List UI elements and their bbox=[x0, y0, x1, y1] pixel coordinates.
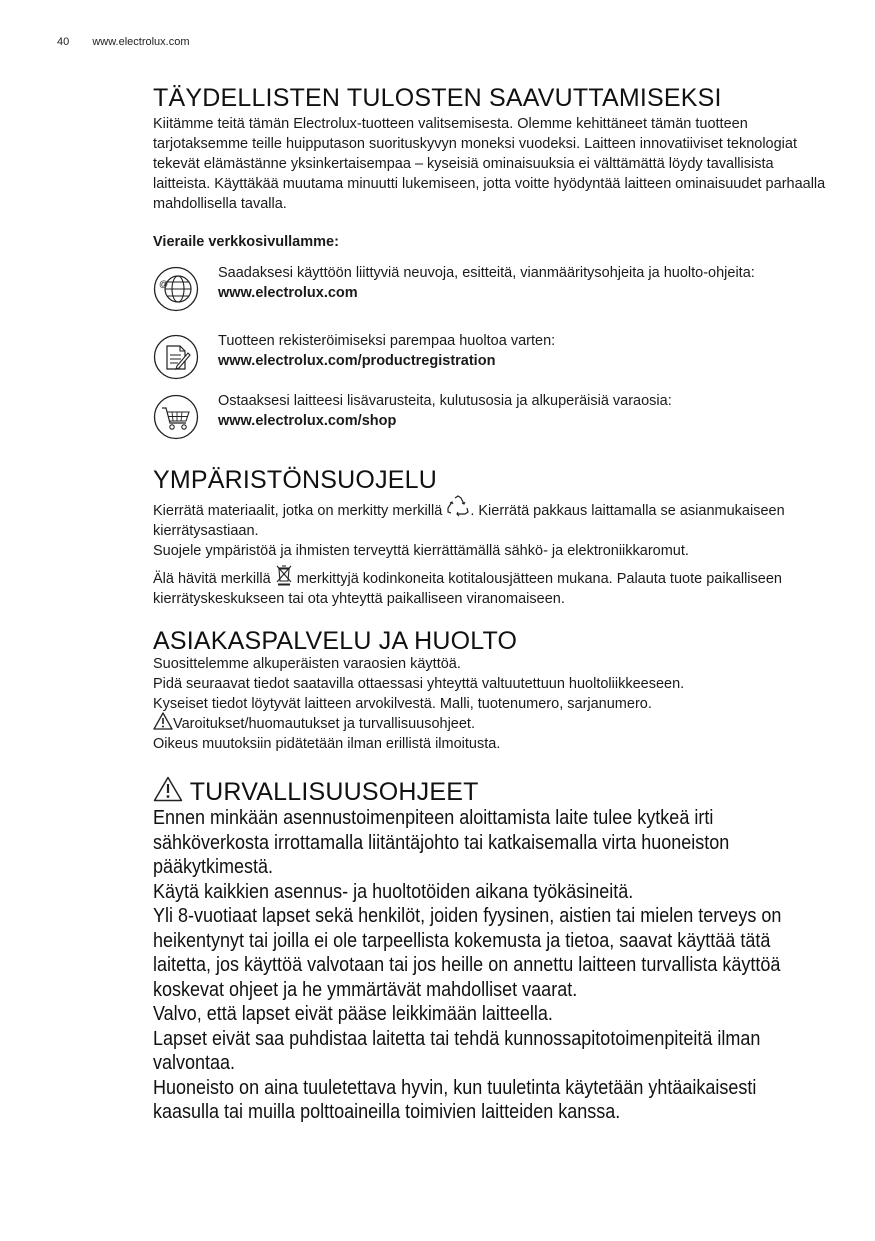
registration-icon bbox=[153, 334, 199, 380]
globe-icon bbox=[153, 266, 199, 312]
page-number: 40 bbox=[57, 36, 70, 48]
crossed-bin-icon bbox=[275, 564, 293, 586]
environment-paragraph-1 bbox=[153, 501, 833, 541]
support-link[interactable]: www.electrolux.com bbox=[218, 285, 358, 301]
environment-p1-start: Kierrätä materiaalit, jotka on merkitty merkillä bbox=[153, 503, 443, 519]
page-header bbox=[57, 36, 190, 48]
page-content bbox=[153, 84, 833, 1125]
registration-text: Tuotteen rekisteröimiseksi parempaa huoltoa varten: bbox=[218, 333, 556, 349]
registration-link[interactable]: www.electrolux.com/productregistration bbox=[218, 353, 496, 369]
service-line-4-text: Varoitukset/huomautukset ja turvallisuusohjeet. bbox=[173, 716, 475, 732]
environment-paragraph-3 bbox=[153, 569, 833, 609]
contact-row-shop bbox=[153, 391, 833, 451]
safety-paragraph: Valvo, että lapset eivät pääse leikkimään laitteella. bbox=[153, 1003, 553, 1025]
shopping-cart-icon bbox=[153, 394, 199, 440]
visit-label: Vieraile verkkosivullamme: bbox=[153, 234, 339, 250]
environment-paragraph-2: Suojele ympäristöä ja ihmisten terveyttä kierrättämällä sähkö- ja elektroniikkaromut. bbox=[153, 543, 689, 559]
service-line-4 bbox=[153, 714, 833, 734]
service-title: ASIAKASPALVELU JA HUOLTO bbox=[153, 627, 518, 655]
safety-paragraph: Huoneisto on aina tuuletettava hyvin, kun tuuletinta käytetään yhtäaikaisesti kaasulla tai muilla polttoaineilla toimivien laitteiden kanssa. bbox=[153, 1076, 757, 1123]
warning-icon bbox=[153, 776, 183, 802]
warning-icon bbox=[153, 712, 173, 730]
intro-paragraph: Kiitämme teitä tämän Electrolux-tuotteen valitsemisesta. Olemme kehittäneet tämän tuotteen tarjotaksemme teille huipputason suorituskyvyn moneksi vuodeksi. Laitteen innovatiiviset teknologiat tekevät elämästänne yksinkertaisempaa – kyseisiä ominaisuuksia ei välttämättä löydy tavallisista laitteista. Käyttäkää muutama minuutti lukemiseen, jotta voitte hyödyntää laitteen ominaisuudet parhaalla mahdollisella tavalla. bbox=[153, 116, 826, 212]
environment-p3-end: merkittyjä kodinkoneita kotitalousjätteen mukana. Palauta tuote paikalliseen kierrätyskeskukseen tai ota yhteyttä paikalliseen viranomaiseen. bbox=[153, 571, 782, 607]
contact-row-support bbox=[153, 263, 833, 323]
support-text: Saadaksesi käyttöön liittyviä neuvoja, esitteitä, vianmääritysohjeita ja huolto-ohjeita: bbox=[218, 265, 755, 281]
shop-link[interactable]: www.electrolux.com/shop bbox=[218, 413, 397, 429]
service-line-1: Suosittelemme alkuperäisten varaosien käyttöä. bbox=[153, 656, 461, 672]
intro-title: TÄYDELLISTEN TULOSTEN SAAVUTTAMISEKSI bbox=[153, 84, 722, 112]
safety-paragraph: Ennen minkään asennustoimenpiteen aloittamista laite tulee kytkeä irti sähköverkosta irrottamalla liitäntäjohto tai katkaisemalla virta huoneiston pääkytkimestä. bbox=[153, 807, 730, 878]
recycling-icon bbox=[446, 495, 470, 517]
environment-p1-end: . Kierrätä pakkaus laittamalla se asianmukaiseen kierrätysastiaan. bbox=[153, 503, 785, 539]
safety-paragraph: Käytä kaikkien asennus- ja huoltotöiden aikana työkäsineitä. bbox=[153, 880, 634, 903]
environment-title: YMPÄRISTÖNSUOJELU bbox=[153, 466, 438, 494]
safety-paragraph: Yli 8-vuotiaat lapset sekä henkilöt, joiden fyysinen, aistien tai mielen terveys on heikentynyt tai joilla ei ole tarpeellista kokemusta ja tietoa, saavat käyttää tätä laitetta, jos käyttöä valvotaan tai jos heille on annettu laitteen turvallista käyttöä koskevat ohjeet ja he ymmärtävät mahdolliset vaarat. bbox=[153, 905, 782, 1001]
service-line-2: Pidä seuraavat tiedot saatavilla ottaessasi yhteyttä valtuutettuun huoltoliikkeeseen. bbox=[153, 676, 685, 692]
service-line-3: Kyseiset tiedot löytyvät laitteen arvokilvestä. Malli, tuotenumero, sarjanumero. bbox=[153, 696, 652, 712]
header-website: www.electrolux.com bbox=[92, 36, 190, 48]
environment-p3-start: Älä hävitä merkillä bbox=[153, 571, 271, 587]
safety-title-text: TURVALLISUUSOHJEET bbox=[189, 778, 479, 806]
service-line-5: Oikeus muutoksiin pidätetään ilman erillistä ilmoitusta. bbox=[153, 736, 501, 752]
contact-row-registration bbox=[153, 331, 833, 391]
safety-paragraph: Lapset eivät saa puhdistaa laitetta tai tehdä kunnossapitotoimenpiteitä ilman valvontaa. bbox=[153, 1027, 761, 1074]
svg-text:@: @ bbox=[159, 279, 169, 289]
shop-text: Ostaaksesi laitteesi lisävarusteita, kulutusosia ja alkuperäisiä varaosia: bbox=[218, 393, 672, 409]
safety-title bbox=[153, 778, 833, 807]
